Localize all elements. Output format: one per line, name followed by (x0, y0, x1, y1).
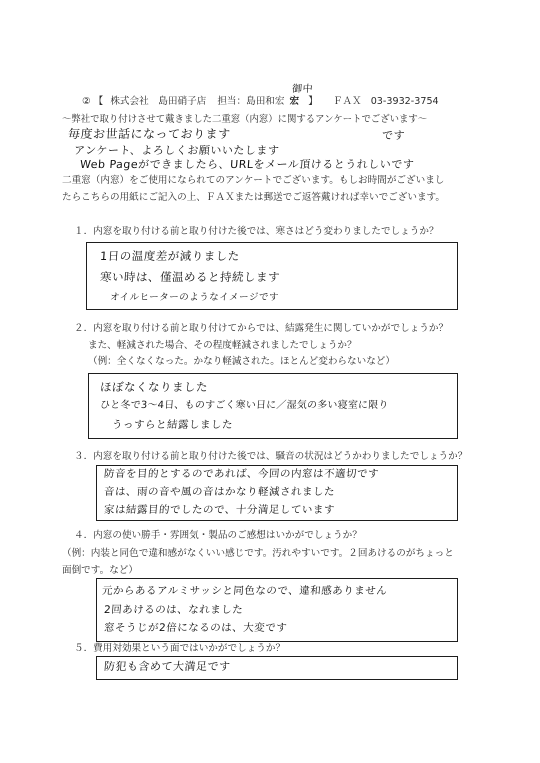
company-name: 株式会社 島田硝子店 (110, 96, 207, 107)
question-4: ４．内窓の使い勝手・雰囲気・製品のご感想はいかがでしょうか？ (74, 530, 362, 541)
question-2-extra-1: また、軽減された場合、その程度軽減されましたでしょうか？ (88, 340, 357, 351)
answer-3-line-2: 音は、雨の音や風の音はかなり軽減されました (103, 486, 336, 498)
bracket-open: 【 (93, 96, 104, 107)
circle-number: ② (82, 96, 91, 107)
answer-4-line-3: 窓そうじが2倍になるのは、大変です (103, 622, 288, 634)
question-2-extra-2: （例：全くなくなった。かなり軽減された。ほとんど変わらないなど） (88, 356, 395, 367)
answer-2-line-3: うっすらと結露しました (111, 419, 234, 431)
handwritten-request: アンケート、よろしくお願いいたします (73, 144, 280, 157)
fax-label: ＦＡＸ (332, 96, 362, 107)
intro-line-1: 二重窓（内窓）をご使用になられてのアンケートでございます。もしお時間がございまし (62, 175, 445, 186)
answer-3-line-1: 防音を目的とするのであれば、今回の内窓は不適切です (103, 468, 380, 480)
answer-4-line-2: 2回あけるのは、なれました (103, 604, 244, 616)
question-3: ３．内窓を取り付ける前と取り付けた後では、騒音の状況はどうかわりましたでしょうか？ (74, 451, 468, 462)
answer-2-line-1: ほぼなくなりました (99, 380, 209, 394)
answer-1-line-1: 1日の温度差が減りました (99, 249, 241, 263)
question-4-extra-2: 面倒です。など） (62, 565, 138, 576)
answer-1-line-2: 寒い時は、僅温めると持続します (99, 270, 281, 284)
representative: 担当：島田和宏 (217, 96, 285, 107)
answer-2-line-2: ひと冬で3〜4日、ものすごく寒い日に／湿気の多い寝室に限り (99, 400, 389, 411)
question-4-extra-1: （例：内装と同色で違和感がなくいい感じです。汚れやすいです。２回あけるのがちょっと (62, 548, 454, 559)
handwritten-greeting-end: です (381, 129, 406, 142)
question-2: ２．内窓を取り付ける前と取り付けてからでは、結露発生に関していかがでしょうか？ (74, 323, 449, 334)
answer-4-line-1: 元からあるアルミサッシと同色なので、違和感ありません (101, 585, 388, 597)
answer-1-line-3: オイルヒーターのようなイメージです (109, 292, 280, 303)
ear-note: 御中 (291, 84, 314, 95)
handwritten-webpage-note: Web Pageができましたら、URLをメール頂けるとうれしいです (79, 158, 415, 171)
seal-stamp: 宏 (289, 96, 300, 107)
answer-5-line-1: 防犯も含めて大満足です (103, 660, 231, 673)
header-line (82, 96, 439, 108)
answer-3-line-3: 家は結露目的でしたので、十分満足しています (103, 504, 336, 516)
bracket-close: 】 (308, 96, 318, 107)
question-5: ５．費用対効果という面ではいかがでしょうか？ (74, 643, 286, 654)
question-1: １．内窓を取り付ける前と取り付けた後では、寒さはどう変わりましたでしょうか？ (74, 226, 439, 237)
subtitle: 〜弊社で取り付けさせて戴きました二重窓（内窓）に関するアンケートでございます〜 (62, 114, 428, 125)
fax-number: 03-3932-3754 (370, 96, 439, 107)
handwritten-greeting: 毎度お世話になっております (67, 127, 232, 141)
intro-line-2: たらこちらの用紙にご記入の上、ＦＡＸまたは郵送でご返答戴ければ幸いでございます。 (62, 192, 445, 203)
